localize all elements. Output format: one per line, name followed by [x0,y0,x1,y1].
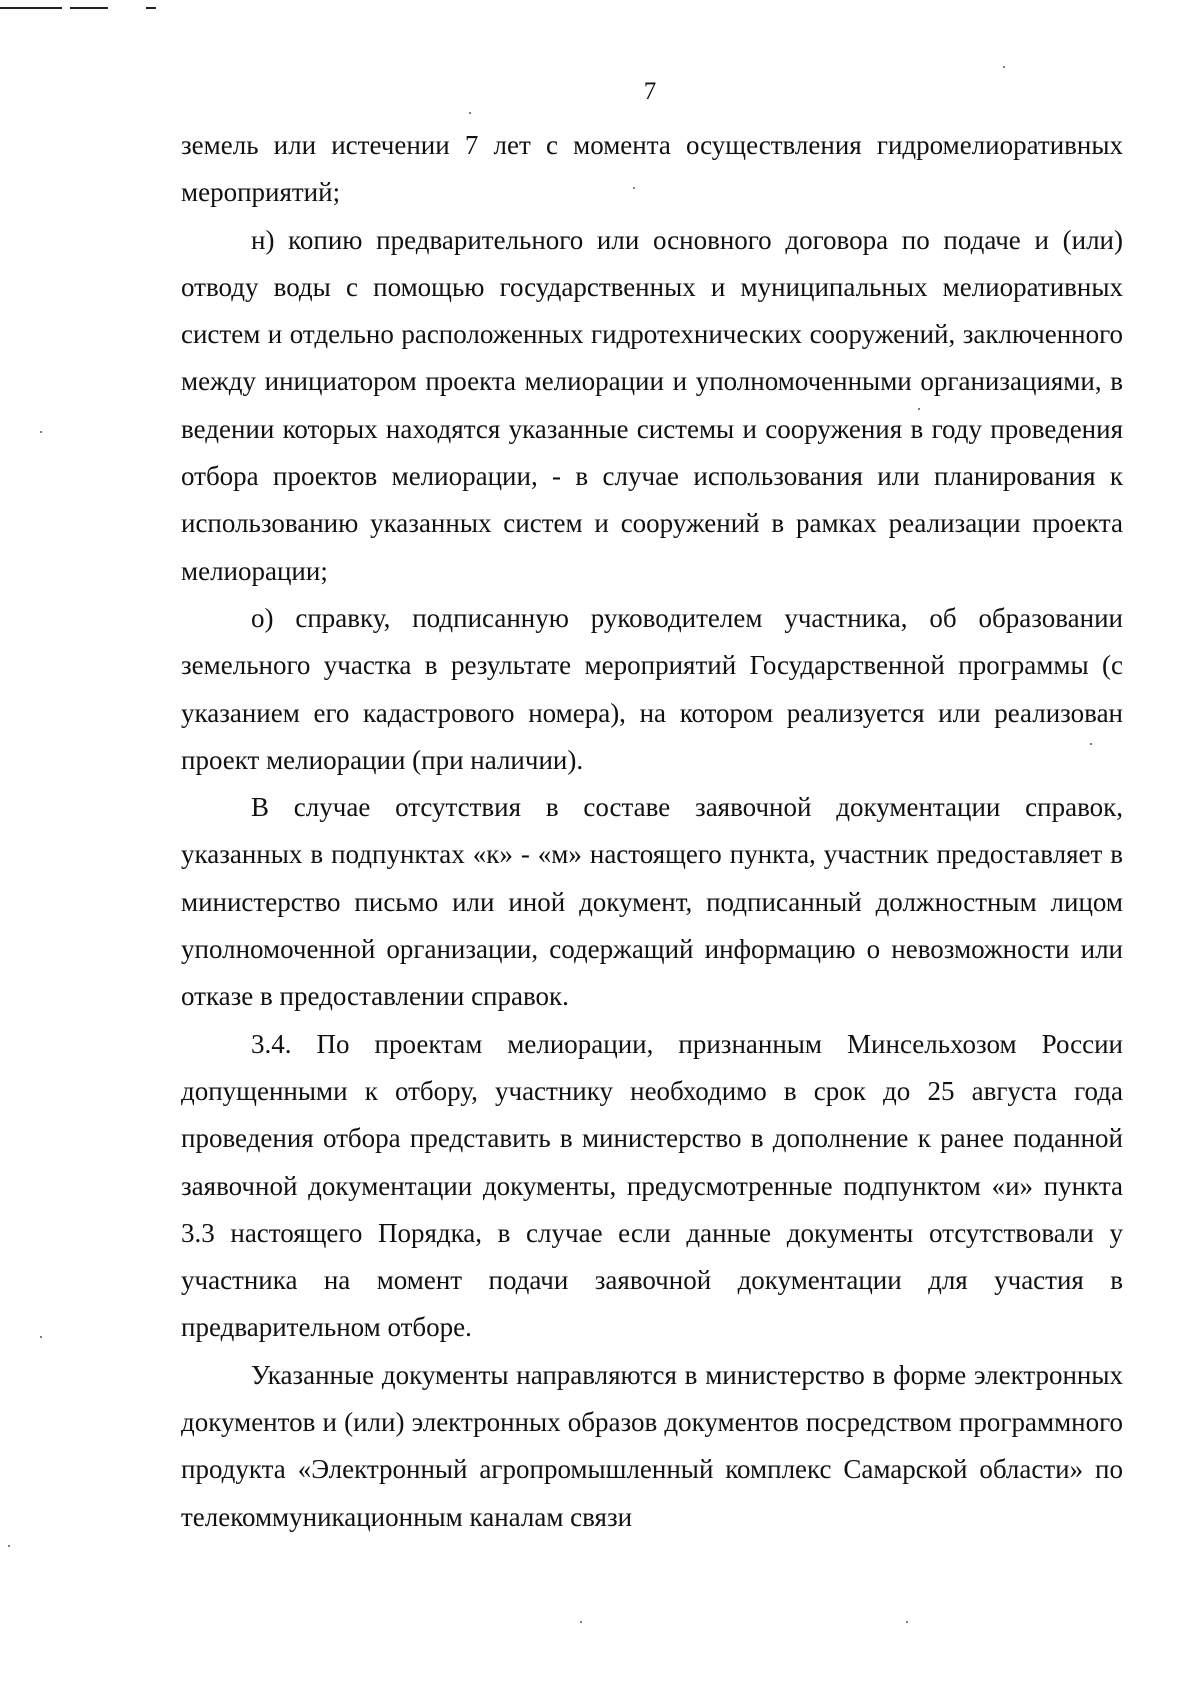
paragraph-electronic-submission: Указанные документы направляются в министерство в форме электронных документов и (или) электронных образов документов посредством программного продукта «Электронный агропромышленный комплекс Самарской области» по телекоммуникационным каналам связи [181,1359,1123,1532]
page-number: 7 [643,78,657,105]
paragraph-clause-3-4: 3.4. По проектам мелиорации, признанным Минсельхозом России допущенными к отбору, участнику необходимо в срок до 25 августа года проведения отбора представить в министерство в дополнение к ранее поданной заявочной документации документы, предусмотренные подпунктом «и» пункта 3.3 настоящего Порядка, в случае если данные документы отсутствовали у участника на момент подачи заявочной документации для участия в предварительном отборе. [181,1028,1123,1343]
scan-speck [580,1621,582,1623]
scan-mark-line [0,7,62,9]
scan-speck [469,112,471,114]
paragraph-absence-of-certificates: В случае отсутствия в составе заявочной документации справок, указанных в подпунктах «к» - «м» настоящего пункта, участник предоставляет в министерство письмо или иной документ, подписанный должностным лицом уполномоченной организации, содержащий информацию о невозможности или отказе в предоставлении справок. [181,792,1123,1012]
scan-speck [906,1621,908,1623]
scan-speck [40,431,42,433]
paragraph-continuation: земель или истечении 7 лет с момента осуществления гидромелиоративных мероприятий; [181,130,1123,208]
scan-speck [40,1336,42,1338]
paragraph-item-o: о) справку, подписанную руководителем участника, об образовании земельного участка в результате мероприятий Государственной программы (с указанием его кадастрового номера), на котором реализуется или реализован проект мелиорации (при наличии). [181,602,1123,775]
document-body [181,122,1123,1541]
scan-speck [8,1545,10,1547]
scan-mark-line [146,7,156,9]
scan-speck [1003,66,1005,68]
paragraph-item-n: н) копию предварительного или основного договора по подаче и (или) отводу воды с помощью государственных и муниципальных мелиоративных систем и отдельно расположенных гидротехнических сооружений, заключенного между инициатором проекта мелиорации и уполномоченными организациями, в ведении которых находятся указанные системы и сооружения в году проведения отбора проектов мелиорации, - в случае использования или планирования к использованию указанных систем и сооружений в рамках реализации проекта мелиорации; [181,224,1123,586]
scan-mark-line [70,7,108,9]
